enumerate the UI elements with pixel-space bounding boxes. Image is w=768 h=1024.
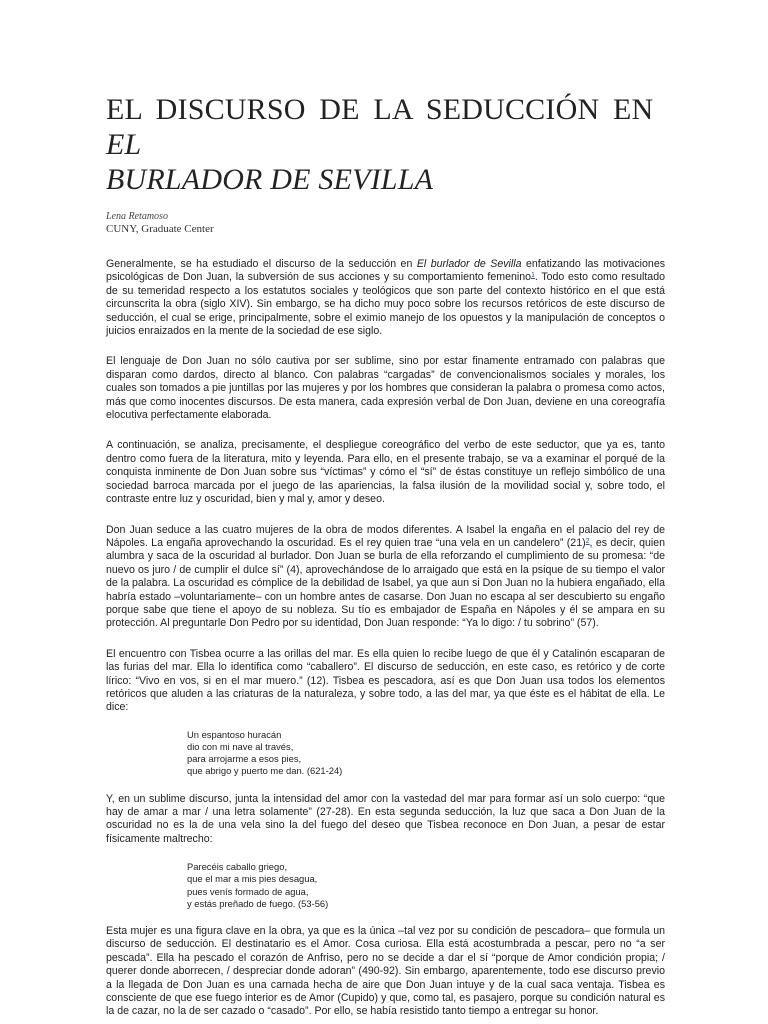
paragraph-2: El lenguaje de Don Juan no sólo cautiva por ser sublime, sino por estar finamente entramado con palabras que disparan como dardos, directo al blanco. Con palabras “cargadas” de convencionalismos sociales y morales, los cuales son tomados a pie juntillas por las mujeres y por los hombres que consideran la palabra o promesa como actos, más que como inocentes discursos. De esta manera, cada expresión verbal de Don Juan, deviene en una coreografía elocutiva perfectamente elaborada. xyxy=(106,355,665,422)
p1-text-c: . Todo esto como resultado de su temeridad respecto a los estatutos sociales y teológicos que son parte del contexto histórico en el que está circunscrita la obra (siglo XIV). Sin embargo, se ha dicho muy poco sobre los recursos retóricos de este discurso de seducción, el cual se erige, principalmente, sobre el eximio manejo de los opuestos y la manipulación de conceptos o juicios enraizados en la mente de la sociedad de ese siglo. xyxy=(106,271,665,338)
paragraph-5: El encuentro con Tisbea ocurre a las orillas del mar. Es ella quien lo recibe luego de que él y Catalinón escaparan de las furias del mar. Ella lo identifica como “caballero”. El discurso de seducción, en este caso, es retórico y de corte lírico: “Vivo en vos, si en el mar muero.” (12). Tisbea es pescadora, así es que Don Juan usa todos los elementos retóricos que aluden a las criaturas de la naturaleza, y sobre todo, a las del mar, ya que éste es el hábitat de ella. Le dice: xyxy=(106,647,665,714)
title-italic-part1: EL xyxy=(106,128,142,161)
paragraph-4 xyxy=(106,524,665,631)
verse-quote-1 xyxy=(187,729,665,778)
p1-italic-title: El burlador de Sevilla xyxy=(416,258,522,270)
article-body xyxy=(106,258,665,1019)
footnote-link-2[interactable]: 2 xyxy=(585,537,590,545)
verse-line: y estás preñado de fuego. (53-56) xyxy=(187,897,329,909)
verse-line: pues venís formado de agua, xyxy=(187,885,309,897)
paragraph-7: Esta mujer es una figura clave en la obra, ya que es la única –tal vez por su condición de pescadora– que formula un discurso de seducción. El destinatario es el Amor. Cosa curiosa. Ella está acostumbrada a pescar, pero no “a ser pescada”. Ella ha pescado el corazón de Anfriso, pero no se decide a dar el sí “porque de Amor condición propia; / querer donde aborrecen, / despreciar donde adoran” (490-92). Sin embargo, aparentemente, todo ese discurso previo a la llegada de Don Juan es una carnada hecha de aire que Don Juan intuye y de la cual saca ventaja. Tisbea es consciente de que ese fuego interior es de Amor (Cupido) y que, como tal, es pasajero, porque su condición natural es la de cazar, no la de ser cazado o “casado”. Por ello, se había resistido tanto tiempo a entregar su honor. xyxy=(106,925,665,1018)
footnote-link-1[interactable]: 1 xyxy=(530,272,535,280)
author-affiliation: CUNY, Graduate Center xyxy=(106,223,214,235)
verse-line: dio con mi nave al través, xyxy=(187,740,294,752)
author-name: Lena Retamoso xyxy=(106,211,168,222)
paragraph-3: A continuación, se analiza, precisamente, el despliegue coreográfico del verbo de este seductor, que ya es, tanto dentro como fuera de la literatura, mito y leyenda. Para ello, en el presente trabajo, se va a examinar el porqué de la conquista inminente de Don Juan sobre sus “víctimas” y cómo el “sí” de éstas constituye un reflejo simbólico de una sociedad barroca marcada por el juego de las apariencias, la falsa ilusión de la movilidad social y, sobre todo, el contraste entre luz y oscuridad, bien y mal y, amor y deseo. xyxy=(106,439,665,506)
p4-text-b: , es decir, quien alumbra y saca de la oscuridad al burlador. Don Juan se burla de ella reforzando el cumplimiento de su promesa: “de nuevo os juro / de cumplir el dulce sí” (4), aprovechándose de lo arraigado que está en la psique de su tiempo el valor de la palabra. La oscuridad es cómplice de la debilidad de Isabel, ya que aun si Don Juan no la hubiera engañado, ella habría estado –voluntariamente– con un hombre antes de casarse. Don Juan no escapa al ser descubierto su engaño porque sabe que tiene el apoyo de su nobleza. Su tío es embajador de España en Nápoles y él se ampara en su protección. Al preguntarle Don Pedro por su identidad, Don Juan responde: “Ya lo digo: / tu sobrino” (57). xyxy=(106,536,665,630)
title-italic-line2: BURLADOR DE SEVILLA xyxy=(106,163,434,196)
p1-text-a: Generalmente, se ha estudiado el discurso de la seducción en xyxy=(106,258,417,270)
verse-line: Un espantoso huracán xyxy=(187,728,282,740)
page-title xyxy=(106,92,665,197)
verse-quote-2 xyxy=(187,861,665,910)
p4-text-a: Don Juan seduce a las cuatro mujeres de la obra de modos diferentes. A Isabel la engaña en el palacio del rey de Nápoles. La engaña aprovechando la oscuridad. Es el rey quien trae “una vela en un candelero” (21) xyxy=(106,523,665,549)
title-line1: EL DISCURSO DE LA SEDUCCIÓN EN xyxy=(106,93,654,126)
p1-text-b: enfatizando las motivaciones psicológicas de Don Juan, la subversión de sus acciones y su comportamiento femenino xyxy=(106,258,666,284)
verse-line: que el mar a mis pies desagua, xyxy=(187,873,318,885)
paragraph-1 xyxy=(106,258,665,338)
paragraph-6: Y, en un sublime discurso, junta la intensidad del amor con la vastedad del mar para formar así un solo cuerpo: “que hay de amar a mar / una letra solamente” (27-28). En esta segunda seducción, la luz que saca a Don Juan de la oscuridad no es la de una vela sino la del fuego del deseo que Tisbea reconoce en Don Juan, a pesar de estar físicamente maltrecho: xyxy=(106,792,665,845)
verse-line: Parecéis caballo griego, xyxy=(187,861,288,873)
verse-line: que abrigo y puerto me dan. (621-24) xyxy=(187,765,343,777)
verse-line: para arrojarme a esos pies, xyxy=(187,753,302,765)
